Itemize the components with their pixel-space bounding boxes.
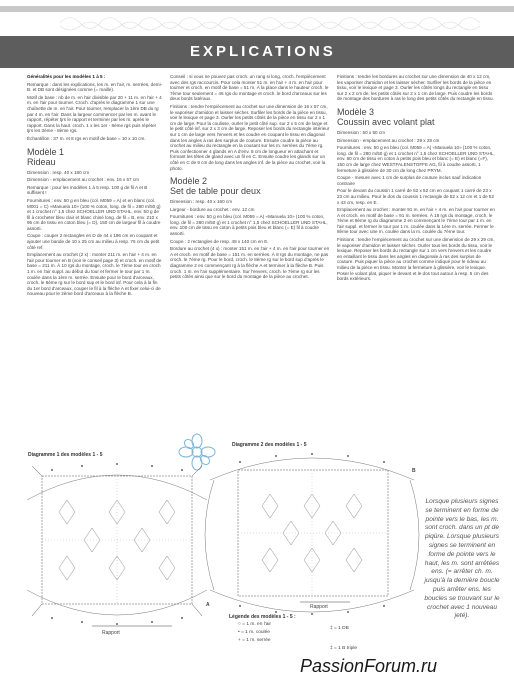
text-column-3 xyxy=(337,74,495,464)
model-3-heading: Modèle 3 xyxy=(337,106,375,117)
legend-symbol: ○ xyxy=(238,622,241,627)
paragraph: Bordure au crochet (4 x) : monter 151 m. en l'air + 4 m. en l'air pour tourner en A et croch. en motif de base = 151 m. en serrées. À 8 rgs du montage, ne pas croch. le 7ème rg. Pour le bord, croch. le 8ème rg sur le bord sup d'après le diagramme 2 en commençant rg à la flèche A et terminer à la flèche B. Puis croch. 1 m. en l'air supplémentaire. Sur l'envers, croch. le 7ème rg sur les petits côtés ainsi que sur le bord du montage de la pièce au crochet. xyxy=(170,246,330,280)
paragraph: Dimension : resp. 40 x 180 cm xyxy=(27,169,90,175)
paragraph: Dimension - emplacement au crochet : 29 x 29 cm xyxy=(337,137,440,143)
paragraph: Motif de base : nb de m. en l'air divisible par 20 + 11 m. en l'air + 4 m. en l'air pour tourner. Croch. d'après le diagramme 1 sur une chaînette de m. en l'air. Pour tourner, remplacer la 1ère DB du rg par 4 m. en l'air. Dans la largeur commencer par les m. avant le rapport, répéter tjrs le rapport et terminer par les m. après le rapport. Dans la haut. croch. 1 x les 1er - 8ème rgs puis répéter tjrs les 3ème - 8ème rgs. xyxy=(27,94,162,134)
legend-text: = 1 m. coulée xyxy=(241,630,270,635)
paragraph: Fournitures : env. 50 g en bleu (col. M059 = A) et en blanc (col. M001 = C) «Manuela 10» (100 % coton, long. de fil = 280 m/50 g) et 1 crochet n° 1,5 chez SCHOELLER UND STAHL, env. 50 g de fil à crocheter bleu clair et blanc chiné long. de fil = B, env. 210 x 95 cm de tissu en coton bleu (= D), 150 cm de largeur fil à coudre assorti. xyxy=(27,197,161,231)
paragraph: Pour le devant du coussin 1 carré de 52 x 52 cm en coupant 1 carré de 23 x 23 cm au milieu. Pour le dos du coussin 1 rectangle de 52 x 12 cm et 1 de 52 x 43 cm, resp. en E. xyxy=(337,188,495,205)
paragraph: Dimension : 50 x 50 cm xyxy=(337,129,385,135)
paragraph: Largeur - bordure au crochet : env. 12 cm xyxy=(170,206,255,212)
paragraph: Conseil : si vous ne pouvez pas croch. un rang si long, croch. l'empiècement avec des rgs raccourcis. Pour cela monter 51 m. en l'air + 4 m. en l'air pour tourner et croch. en motif de base = 51 m. À la place dans le hauteur croch. le 7ème tour seulement = 46 rgs du montage et croch. le bord d'arceaux sur les deux bords latéraux. xyxy=(170,74,329,102)
model-2-heading: Modèle 2 xyxy=(170,176,208,187)
legend-item xyxy=(330,626,349,631)
legend-item xyxy=(330,646,357,651)
diagram-1-label: Diagramme 1 des modèles 1 - 5 xyxy=(28,452,103,458)
legend-text: = 1 m. serrée xyxy=(242,638,271,643)
paragraph: Échantillon : 37 m. et 8 rgs en motif de base = 10 x 10 cm. xyxy=(27,135,146,141)
text-column-2 xyxy=(170,74,330,464)
paragraph: Fournitures : env. 50 g en bleu (col. M059 = A) «Manuela 10» (100 % coton, long. de fil = 280 m/50 g) et 1 crochet n° 1,5 chez SCHOELLER UND STAHL, env. 60 cm de tissu en coton à petits pois bleu et blanc (= E) et blanc (=F), 150 cm de large chez WESTFALENSTOFFE AG, fil à coudre assorti, 1 fermeture à glissière de 30 cm de long chez PRYM. xyxy=(337,145,495,173)
diagram-2-chart xyxy=(200,450,424,620)
paragraph: Remarque : pour les modèles 1 à 5 resp. 100 g de fil A et B suffisent ! xyxy=(27,184,148,196)
paragraph: Dimension : resp. 40 x 160 cm xyxy=(170,199,233,205)
diagram-1-chart xyxy=(22,460,212,628)
legend-item xyxy=(238,630,270,635)
general-title: Généralités pour les modèles 1 à 5 : xyxy=(27,74,106,79)
model-1-subtitle: Rideau xyxy=(27,156,56,167)
model-1-heading: Modèle 1 xyxy=(27,146,65,157)
paragraph: Emplacement au crochet (2 x) : monter 211 m. en l'air + 4 m. en l'air pour tourner en B (voir le conseil page 3) et croch. en motif de base = 211 m. À 10 rgs du montage, croch. le 7ème tour en croch 1 m. en l'air suppl. au début du tour et fermer le tour par 1 m. coulée dans la 1ère m. serrée. Ensuite pour le bord d'arceaux, croch. le 8ème rg sur le bord sup et le bord inf. Pour cela à la fin du 1er bord d'arceaux, couper le fil à la flèche A et fixer celui-ci de nouveau pour le 2ème bord d'arceaux à la flèche B. xyxy=(27,252,162,297)
paragraph: Finitions : tendre l'empiècement au crochet sur une dimension de 16 x 57 cm, le vaporiser d'amidon et laisser sécher. Surfiler les bords de la pièce en tissu, voir le lexique et page 3. Ourler les petits côtés de la pièce en tissu sur 2 x 1 cm de large. Pour la coulisse, ourler le petit côté sup. sur 2 x 5 cm de large et le petit côté inf. sur 2 x 3 cm de large. Reposer les bords du rectangle intérieur sur 1 cm de large vers l'envers et les coudre en coupant le tissu en diagonal dans les angles à ras des surplus de couture. Ensuite coudre la pièce au crochet au milieu du rectangle en la cousant sur les m. serrées du 7ème rg. Puis confectionner 4 glands en A d'env. 8 cm de longueur en attachant et formant les têtes de gland avec un fil en C. Ensuite coudre les glands sur un côté en C de 9 cm de long dans les angles inf. de la pièce au crochet, voir la photo. xyxy=(170,103,330,171)
paragraph: Fournitures : env. 50 g en bleu (col. M059 = A) «Manuela 10» (100 % coton, long. de fil = 280 m/50 g) et 1 crochet n° 1,5 chez SCHOELLER UND STAHL, env. 100 cm de tissu en coton à petits pois bleu et blanc (= E) fil à coudre assorti. xyxy=(170,214,328,237)
legend-symbol: • xyxy=(238,630,240,635)
diagram-2-arrow-a: A xyxy=(206,602,210,608)
paragraph: Finitions : tendre l'empiècement au crochet sur une dimension de 29 x 29 cm, le vaporiser d'amidon et laisser sécher. Ourler tous les bords du tissu, voir le lexique. Reposer les bords du rectangle sur 1 cm vers l'envers et les coudre en entaillant le tissu dans les angles en diagonale à ras des surplus de couture. Puis piquer la pièce au crochet comme indiqué pour le rideau au milieu de la pièce en tissu. Monter la fermeture à glissière, voir le lexique. Poser le volant plat, piquer le devant et le dos tout autour à resp. 5 cm des bords extérieurs. xyxy=(337,237,495,282)
paragraph: Dimension - emplacement au crochet : env. 16 x 57 cm xyxy=(27,177,140,183)
diagram-2-label: Diagramme 2 des modèles 1 - 5 xyxy=(232,442,307,448)
paragraph: Remarque : dans les explications, les m. en l'air, m. serrées, demi-B. et DB sont désignées comme (= maille). xyxy=(27,81,163,93)
legend-text: = 1 B triple xyxy=(334,646,358,651)
model-3-subtitle: Coussin avec volant plat xyxy=(337,116,435,127)
paragraph: Coupe - mesure avec 1 cm de surplus de couture inclus sauf indication contraire xyxy=(337,175,482,186)
paragraph: Coupe : couper 2 rectangles en D de 44 x 196 cm en coupant et ajouter une bande de 10 x 25 cm au milieu à resp. 76 cm du petit côté ref. xyxy=(27,233,160,250)
legend-text: = 1 DB xyxy=(334,626,349,631)
legend-symbol: ‡ xyxy=(330,626,333,631)
paragraph: Finitions : tendre les bordures au crochet sur une dimension de 40 x 12 cm, les vaporiser d'amidon et les laisser sécher. Surfiler les bords de la pièce en tissu, voir le lexique et page 3. Ourler les côtés longs du rectangle en tissu sur 2 x 2 cm de, les petits côtés sur 2 x 1 cm de large. Puis coudre les bords de montage des bordures à ras le long des petits côtés du rectangle en tissu. xyxy=(337,74,494,102)
legend-text: = 1 m. en l'air xyxy=(242,622,272,627)
paragraph: Coupe : 2 rectangles de resp. 48 x 140 cm en E. xyxy=(170,238,269,244)
legend-symbol: ‡ xyxy=(330,646,333,651)
legend-item xyxy=(238,638,271,643)
diagram-2-rapport: Rapport xyxy=(310,604,328,610)
side-note: Lorsque plusieurs signes se terminent en forme de pointe vers le bas, les m. sont croch. dans un pt de piqûre. Lorsque plusieurs signes se terminent en forme de pointe vers le haut, les m. sont arrêtées ens. (= arrêter ch. m. jusqu'à la dernière boucle puis arrêter ens. les boucles se trouvant sur le crochet avec 1 nouveau jeté). xyxy=(424,498,500,620)
diagram-1-rapport: Rapport xyxy=(102,630,120,636)
legend-symbol: + xyxy=(238,638,241,643)
page-title: EXPLICATIONS xyxy=(190,43,336,60)
lace-border-decoration xyxy=(60,12,480,34)
legend-item xyxy=(238,622,271,627)
text-column-1 xyxy=(27,74,163,419)
site-watermark: PassionForum.ru xyxy=(300,656,438,676)
legend-title: Légende des modèles 1 - 5 : xyxy=(229,614,296,620)
model-2-subtitle: Set de table pour deux xyxy=(170,186,261,197)
diagram-2-arrow-b: B xyxy=(412,468,416,474)
paragraph: Emplacement au crochet : monter 91 m. en l'air + 4 m. en l'air pour tourner en A et croch. en motif de base = 91 m. serrées. À 18 rgs du montage, croch. le 7ème et 8ème rg du diagramme 2 en commençant le 7ème tour par 1 m. en l'air suppl. et fermer le tour par 1 m. coulée dans la 1ère m. serrée. Fermer le 8ème tour avec une m. coulée dans la m. coulée du 7ème tour. xyxy=(337,207,495,235)
